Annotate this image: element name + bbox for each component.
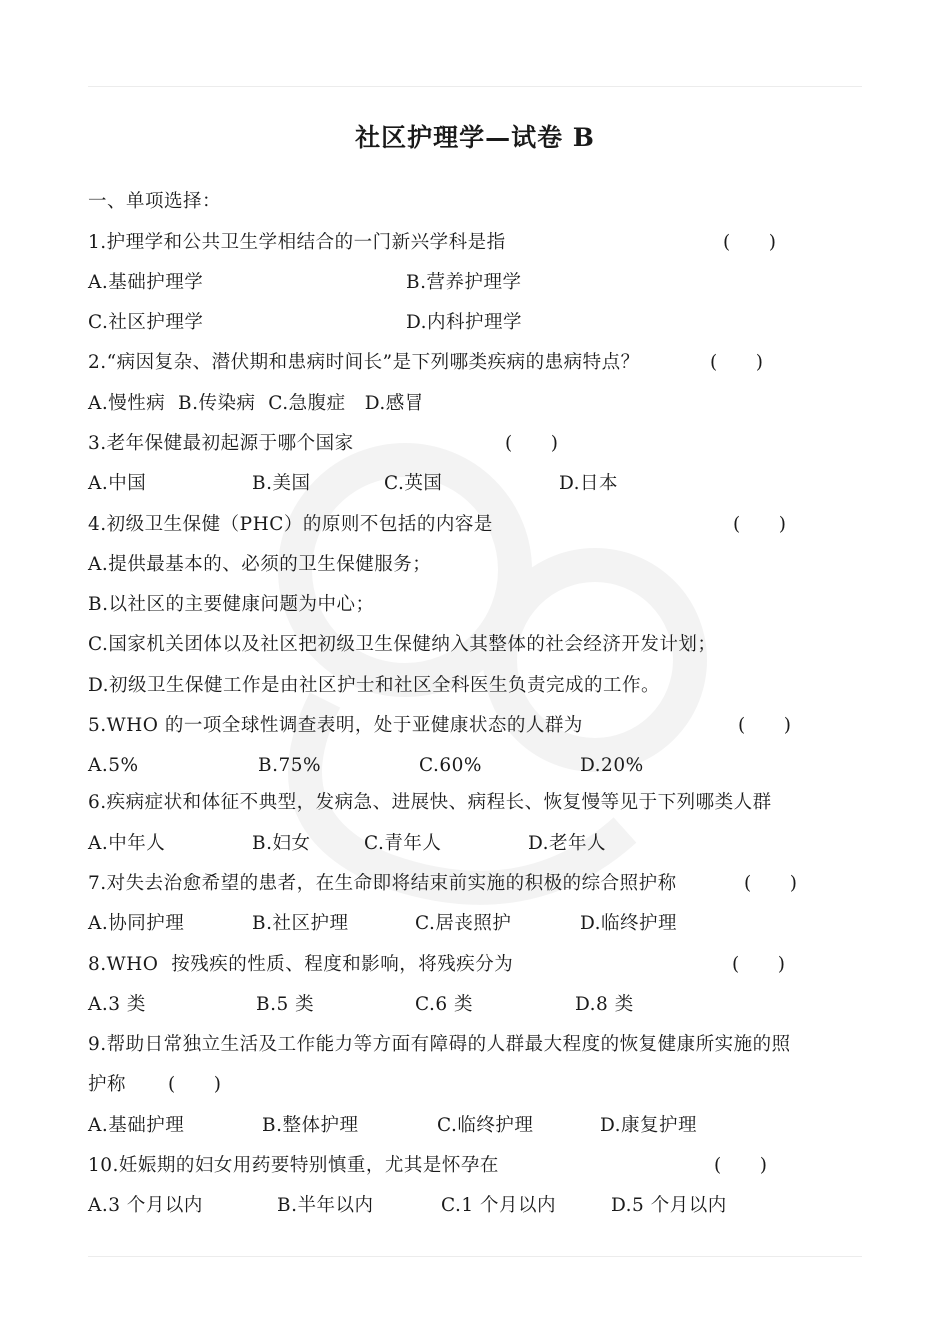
option-c: C.青年人	[364, 833, 442, 854]
option-b: B.营养护理学	[406, 272, 522, 293]
option-a: A.3 个月以内	[88, 1195, 203, 1216]
option-c: C.国家机关团体以及社区把初级卫生保健纳入其整体的社会经济开发计划；	[88, 634, 717, 655]
footer-rule	[88, 1256, 862, 1257]
option-d: D.5 个月以内	[611, 1195, 727, 1216]
option-a: A.5%	[88, 755, 139, 776]
option-b: B.75%	[258, 755, 322, 776]
option-d: D.日本	[559, 473, 619, 494]
answer-blank: ( )	[714, 1155, 768, 1176]
option-a: A.基础护理学	[88, 272, 204, 293]
question-stem: 2.“病因复杂、潜伏期和患病时间长”是下列哪类疾病的患病特点？	[88, 352, 640, 373]
answer-blank: ( )	[710, 352, 764, 373]
option-b: B.5 类	[256, 994, 315, 1015]
option-c: C.6 类	[415, 994, 474, 1015]
option-a: A.3 类	[88, 994, 146, 1015]
question-stem: 4.初级卫生保健（PHC）的原则不包括的内容是	[88, 514, 493, 535]
option-d: D.临终护理	[580, 913, 678, 934]
option-b: B.妇女	[252, 833, 311, 854]
section-heading: 一、单项选择：	[88, 191, 222, 212]
option-d: D.8 类	[575, 994, 634, 1015]
answer-blank: ( )	[744, 873, 798, 894]
answer-blank: ( )	[723, 232, 777, 253]
answer-blank: ( )	[505, 433, 559, 454]
option-b: B.整体护理	[262, 1115, 359, 1136]
question-stem-continued: 护称	[88, 1074, 127, 1095]
option-c: C.社区护理学	[88, 312, 204, 333]
answer-blank: ( )	[738, 715, 792, 736]
answer-blank: ( )	[733, 514, 787, 535]
option-d: D.初级卫生保健工作是由社区护士和社区全科医生负责完成的工作。	[88, 675, 661, 696]
exam-title: 社区护理学—试卷 B	[355, 123, 595, 152]
question-stem: 8.WHO 按残疾的性质、程度和影响，将残疾分为	[88, 954, 514, 975]
option-a: A.协同护理	[88, 913, 185, 934]
option-d: D.康复护理	[600, 1115, 698, 1136]
question-stem: 10.妊娠期的妇女用药要特别慎重，尤其是怀孕在	[88, 1155, 499, 1176]
option-d: D.内科护理学	[406, 312, 523, 333]
option-b: B.以社区的主要健康问题为中心；	[88, 594, 375, 615]
question-stem: 3.老年保健最初起源于哪个国家	[88, 433, 354, 454]
option-c: C.英国	[384, 473, 443, 494]
option-a: A.提供最基本的、必须的卫生保健服务；	[88, 554, 432, 575]
option-a: A.中年人	[88, 833, 166, 854]
option-c: C.临终护理	[437, 1115, 534, 1136]
question-stem: 1.护理学和公共卫生学相结合的一门新兴学科是指	[88, 232, 506, 253]
option-d: D.20%	[580, 755, 644, 776]
option-a: A.中国	[88, 473, 147, 494]
answer-blank: ( )	[732, 954, 786, 975]
options-row: A.慢性病 B.传染病 C.急腹症 D.感冒	[88, 393, 424, 414]
question-6: 6.疾病症状和体征不典型，发病急、进展快、病程长、恢复慢等见于下列哪类人群	[88, 792, 772, 813]
question-9: 9.帮助日常独立生活及工作能力等方面有障碍的人群最大程度的恢复健康所实施的照	[88, 1034, 791, 1055]
option-c: C.1 个月以内	[441, 1195, 557, 1216]
option-b: B.社区护理	[252, 913, 349, 934]
question-stem: 7.对失去治愈希望的患者，在生命即将结束前实施的积极的综合照护称	[88, 873, 677, 894]
option-b: B.美国	[252, 473, 311, 494]
header-rule	[88, 86, 862, 87]
option-c: C.60%	[419, 755, 482, 776]
option-b: B.半年以内	[277, 1195, 374, 1216]
option-a: A.基础护理	[88, 1115, 185, 1136]
option-d: D.老年人	[528, 833, 607, 854]
question-stem: 5.WHO 的一项全球性调查表明，处于亚健康状态的人群为	[88, 715, 583, 736]
answer-blank: ( )	[168, 1074, 222, 1095]
option-c: C.居丧照护	[415, 913, 512, 934]
